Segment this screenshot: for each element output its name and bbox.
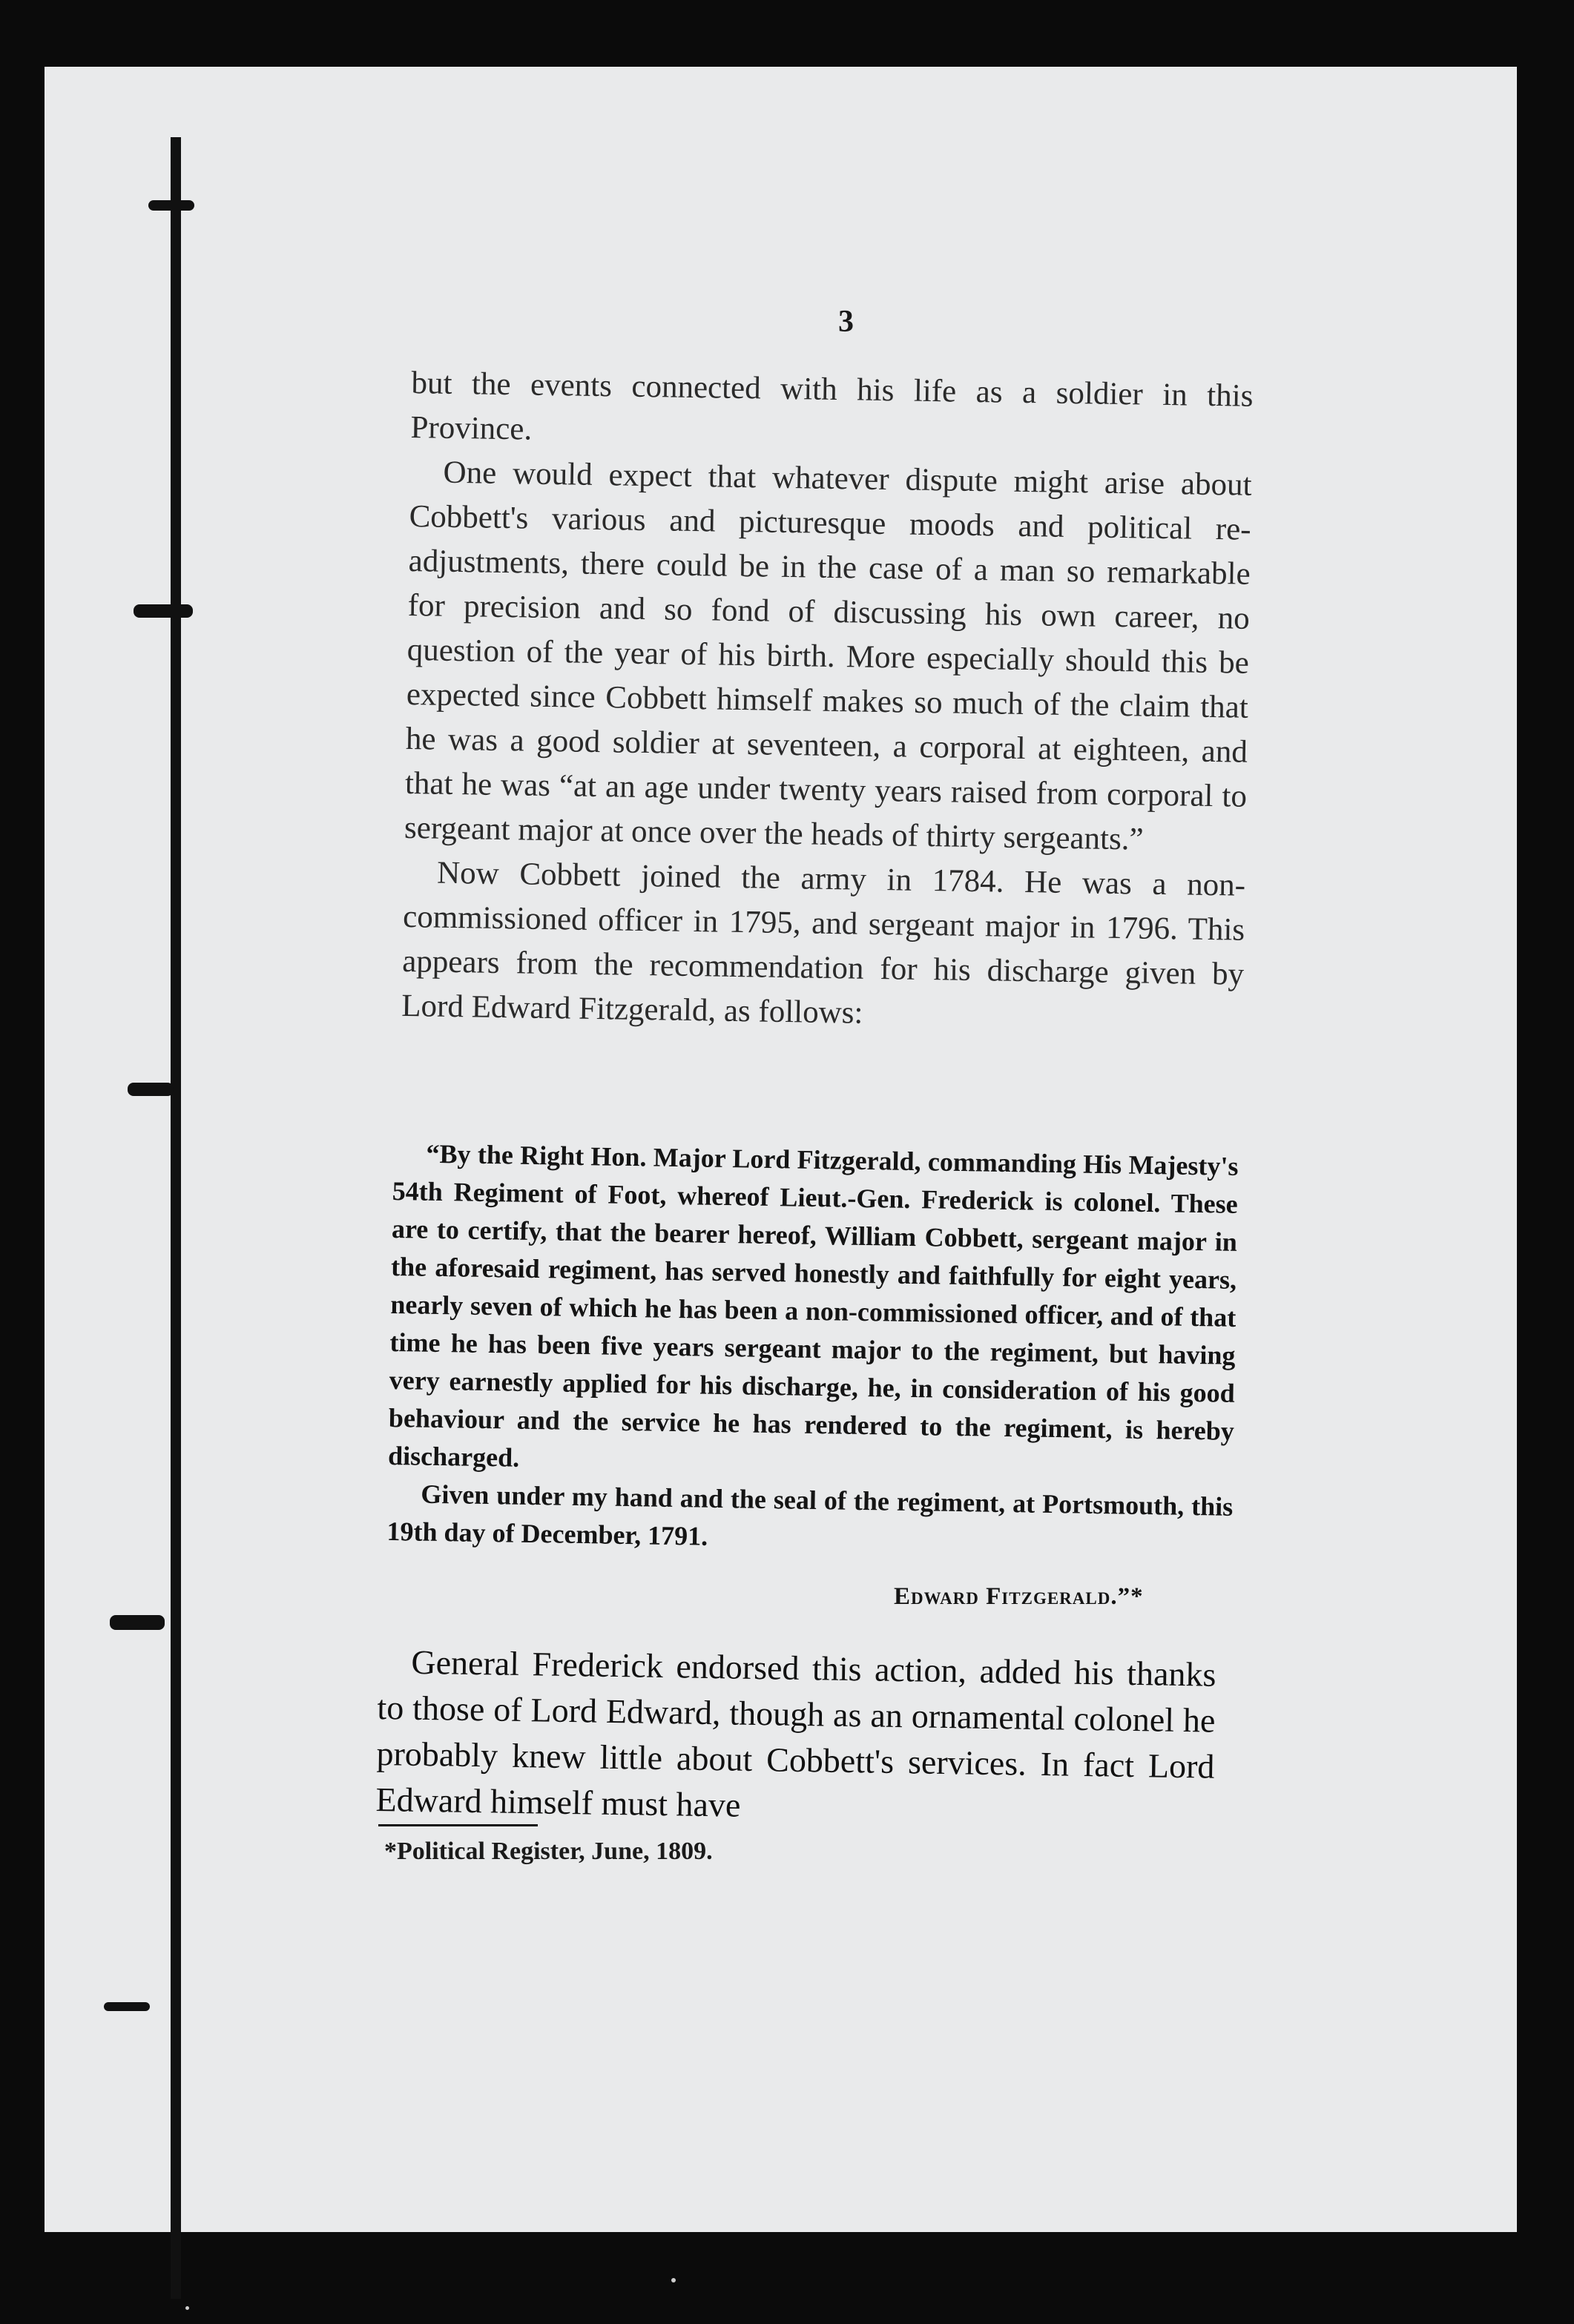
paragraph: but the events connected with his life as a soldier in this Province. <box>410 365 1254 447</box>
body-text <box>401 361 1254 1042</box>
footnote-rule <box>378 1824 538 1826</box>
closing-paragraph <box>375 1639 1216 1836</box>
binding-stitch <box>134 604 193 618</box>
quote-paragraph: “By the Right Hon. Major Lord Fitzgerald, commanding His Majesty's 54th Regiment of Foot, whereof Lieut.-Gen. Frederick is colonel. These are to certify, that the bearer hereof, William Cobbett, sergeant major in the aforesaid regiment, has served honestly and faithfully for eight years, nearly seven of which he has been a non-commissioned officer, and of that time he has been five years sergeant major to the regiment, but having very earnestly applied for his discharge, he, in consideration of his good behaviour and the service he has rendered to the regiment, is hereby discharged. <box>387 1138 1239 1473</box>
binding-stitch <box>148 200 194 211</box>
scan-speck <box>671 2278 676 2282</box>
quote-paragraph: Given under my hand and the seal of the regiment, at Portsmouth, this 19th day of December, 1791. <box>386 1479 1234 1551</box>
page-number: 3 <box>838 305 854 339</box>
binding-stitch <box>128 1083 174 1096</box>
binding-stitch <box>104 2002 150 2011</box>
footnote: *Political Register, June, 1809. <box>384 1838 713 1865</box>
binding-spine <box>171 137 181 2299</box>
binding-stitch <box>110 1615 165 1630</box>
scan-speck <box>185 2306 189 2310</box>
block-quote <box>386 1135 1239 1564</box>
paragraph: Now Cobbett joined the army in 1784. He was a non-commissioned officer in 1795, and sergeant major in 1796. This appears from the recommendation for his discharge given by Lord Edward Fitzgerald, as follows: <box>401 855 1246 1031</box>
paragraph: One would expect that whatever dispute might arise about Cobbett's various and picturesque moods and political re-adjustments, there could be in the case of a man so remarkable for precision and so fond of discussing his own career, no question of the year of his birth. More especially should this be expected since Cobbett himself makes so much of the claim that he was a good soldier at seventeen, a corporal at eighteen, and that he was “at an age under twenty years raised from corporal to sergeant major at once over the heads of thirty sergeants.” <box>404 455 1252 857</box>
paragraph: General Frederick endorsed this action, added his thanks to those of Lord Edward, though as an ornamental colonel he probably knew little about Cobbett's services. In fact Lord Edward himself must have <box>375 1643 1216 1824</box>
signature: Edward Fitzgerald.”* <box>894 1583 1144 1610</box>
